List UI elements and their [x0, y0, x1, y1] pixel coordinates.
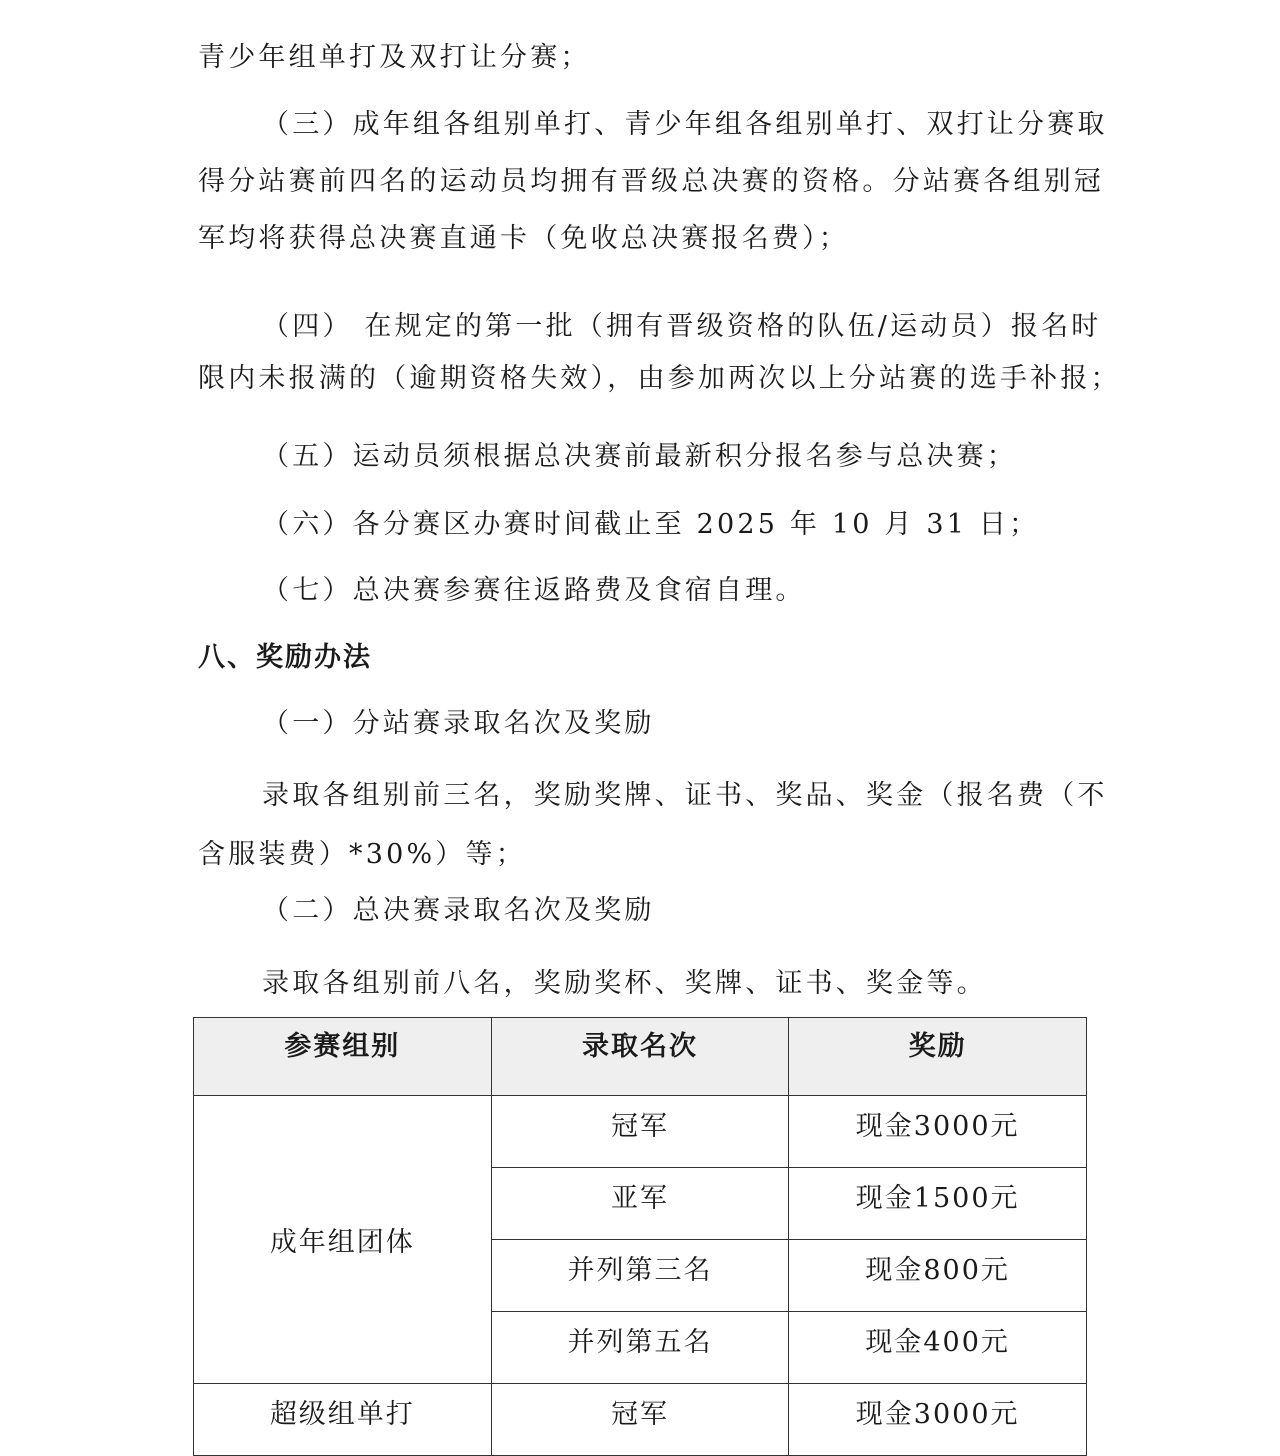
rank-cell: 冠军: [491, 1384, 789, 1456]
text-line: 录取各组别前三名，奖励奖牌、证书、奖品、奖金（报名费（不: [262, 780, 1108, 811]
rank-cell: 冠军: [491, 1096, 789, 1168]
text-line: （二）总决赛录取名次及奖励: [262, 895, 655, 926]
text-line: （一）分站赛录取名次及奖励: [262, 708, 655, 739]
header-reward: 奖励: [789, 1018, 1087, 1096]
rank-cell: 亚军: [491, 1168, 789, 1240]
text-line: 限内未报满的（逾期资格失效），由参加两次以上分站赛的选手补报；: [198, 363, 1121, 394]
section-heading: 八、奖励办法: [198, 642, 372, 673]
rank-cell: 并列第五名: [491, 1312, 789, 1384]
reward-cell: 现金3000元: [789, 1096, 1087, 1168]
text-line: 录取各组别前八名，奖励奖杯、奖牌、证书、奖金等。: [262, 968, 987, 999]
group-cell: 成年组团体: [194, 1096, 492, 1384]
text-line: （七）总决赛参赛往返路费及食宿自理。: [262, 575, 806, 606]
text-line: （四） 在规定的第一批（拥有晋级资格的队伍/运动员）报名时: [262, 311, 1102, 342]
text-line: （六）各分赛区办赛时间截止至 2025 年 10 月 31 日；: [262, 509, 1040, 540]
table-row: [194, 1096, 1087, 1168]
text-line: （三）成年组各组别单打、青少年组各组别单打、双打让分赛取: [262, 109, 1108, 140]
reward-cell: 现金800元: [789, 1240, 1087, 1312]
text-line: 得分站赛前四名的运动员均拥有晋级总决赛的资格。分站赛各组别冠: [198, 166, 1104, 197]
table-row: [194, 1384, 1087, 1456]
reward-cell: 现金1500元: [789, 1168, 1087, 1240]
awards-table: [193, 1017, 1087, 1456]
reward-cell: 现金3000元: [789, 1384, 1087, 1456]
table-header-row: [194, 1018, 1087, 1096]
header-rank: 录取名次: [491, 1018, 789, 1096]
text-line: 青少年组单打及双打让分赛；: [198, 42, 591, 73]
text-line: 含服装费）*30%）等；: [198, 839, 526, 870]
text-line: （五）运动员须根据总决赛前最新积分报名参与总决赛；: [262, 441, 1017, 472]
header-group: 参赛组别: [194, 1018, 492, 1096]
text-line: 军均将获得总决赛直通卡（免收总决赛报名费）；: [198, 223, 849, 254]
group-cell: 超级组单打: [194, 1384, 492, 1456]
rank-cell: 并列第三名: [491, 1240, 789, 1312]
reward-cell: 现金400元: [789, 1312, 1087, 1384]
